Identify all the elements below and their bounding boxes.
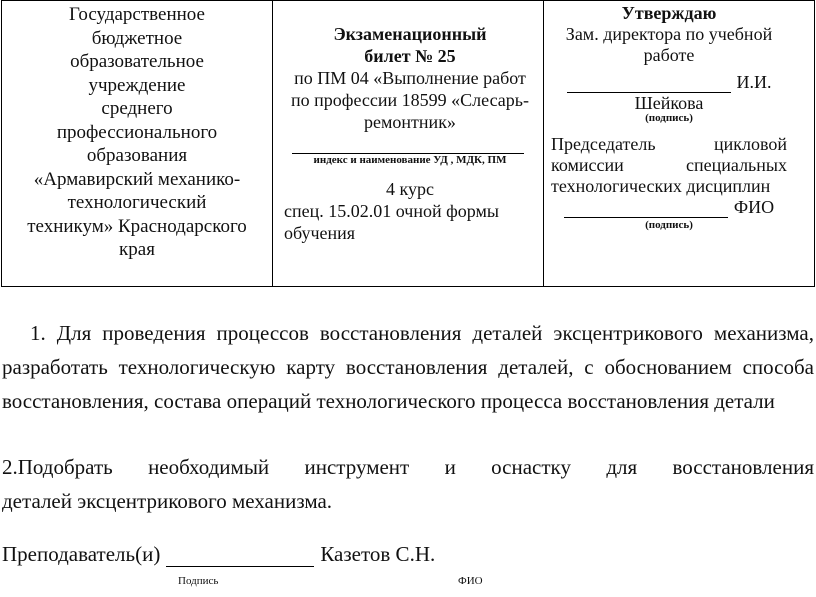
- director-signature-line: [567, 74, 731, 93]
- chair-word: Председатель: [551, 134, 656, 154]
- director-initials: И.И.: [736, 72, 772, 92]
- task-1: 1. Для проведения процессов восстановления деталей эксцентрикового механизма, разработать технологическую карту восстановления деталей, с обоснованием способа восстановления, состава операций технологического процесса восстановления детали: [2, 321, 814, 413]
- index-caption: индекс и наименование УД , МДК, ПМ: [313, 154, 507, 166]
- institution-line: профессионального: [56, 121, 218, 143]
- chair-line2: [551, 155, 787, 176]
- pm-line3: ремонтник»: [364, 112, 456, 132]
- sign-caption: Подпись: [178, 575, 219, 587]
- role-line2: работе: [643, 45, 695, 65]
- column-divider-2: [543, 1, 544, 286]
- institution-line: бюджетное: [91, 27, 183, 49]
- spec-line2: обучения: [284, 223, 356, 243]
- teacher-label: Преподаватель(и): [2, 542, 161, 566]
- institution-line: края: [119, 239, 155, 260]
- teacher-signature-line: [166, 544, 314, 567]
- chair-line1: [551, 134, 787, 155]
- approve-label: Утверждаю: [621, 3, 717, 23]
- institution-cell: [4, 3, 270, 262]
- column-divider-1: [272, 1, 273, 286]
- chair-signature-row: [551, 197, 787, 218]
- institution-line: технологический: [67, 192, 207, 213]
- institution-line: Государственное: [69, 4, 205, 25]
- task-2-line1: 2.Подобрать необходимый инструмент и оснастку для восстановления: [2, 455, 814, 479]
- teacher-name: Казетов С.Н.: [320, 542, 436, 566]
- pm-line1: по ПМ 04 «Выполнение работ: [294, 68, 526, 88]
- chair-line3: технологических дисциплин: [551, 176, 771, 196]
- fio-caption: ФИО: [458, 575, 483, 587]
- institution-line: образования: [86, 145, 188, 166]
- task-2: [2, 450, 814, 518]
- signature-caption: (подпись): [645, 112, 693, 124]
- chair-word: цикловой: [713, 134, 787, 154]
- task-2-line2: деталей эксцентрикового механизма.: [2, 489, 333, 513]
- ticket-cell: [278, 23, 542, 244]
- approval-cell: [551, 3, 787, 231]
- ticket-title-line1: Экзаменационный: [333, 24, 487, 44]
- pm-line2: по профессии 18599 «Слесарь-: [291, 90, 529, 110]
- institution-line: учреждение: [88, 74, 186, 96]
- signature-caption-2: (подпись): [645, 219, 693, 231]
- director-surname: Шейкова: [634, 93, 704, 113]
- institution-line: образовательное: [70, 51, 204, 72]
- institution-line: среднего: [101, 98, 173, 119]
- chair-fio: ФИО: [733, 197, 775, 217]
- role-line1: Зам. директора по учебной: [565, 24, 773, 44]
- director-signature-row: [551, 72, 787, 93]
- course: 4 курс: [386, 179, 434, 199]
- chair-signature-line: [564, 199, 728, 218]
- header-table: [1, 0, 815, 287]
- teacher-row: [2, 542, 435, 567]
- institution-line: техникум» Краснодарского: [27, 215, 247, 237]
- spec-line1: спец. 15.02.01 очной формы: [284, 201, 499, 221]
- institution-line: «Армавирский механико-: [33, 168, 241, 190]
- chair-word: комиссии: [551, 155, 624, 175]
- chair-word: специальных: [686, 155, 787, 175]
- ticket-title-line2: билет № 25: [364, 46, 456, 66]
